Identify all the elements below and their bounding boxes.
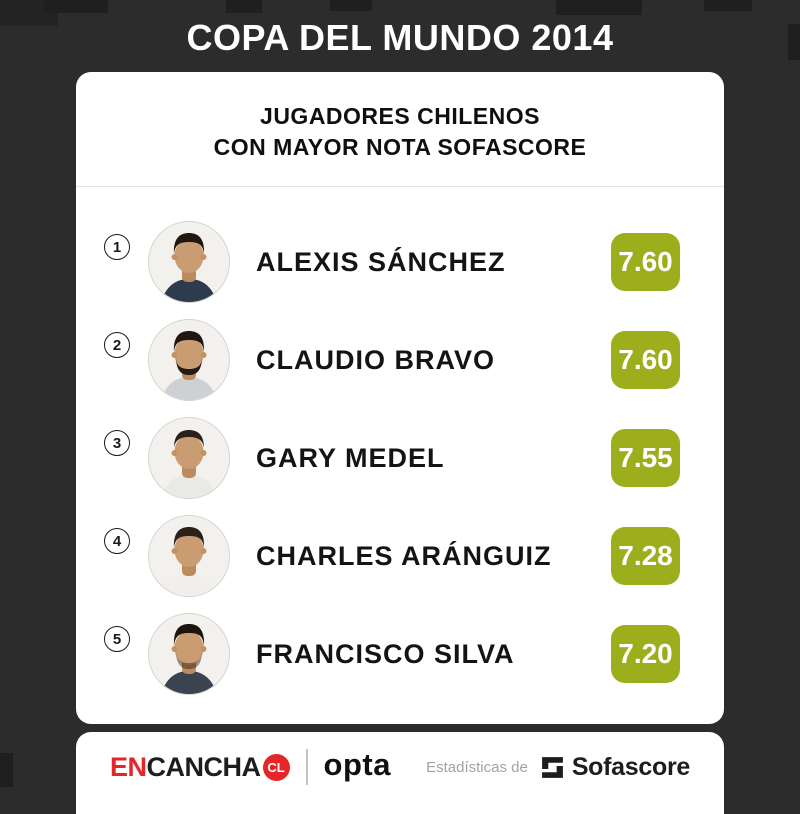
player-avatar [148,515,230,597]
player-list [76,187,724,703]
background-patch [226,0,262,13]
page-title: COPA DEL MUNDO 2014 [186,17,614,58]
background-patch [556,0,642,15]
player-row [76,605,724,703]
person-photo-icon [149,222,229,302]
player-name: GARY MEDEL [256,442,445,473]
ranking-card [76,72,724,724]
player-avatar [148,319,230,401]
rank-badge: 2 [104,332,130,358]
sofascore-logo-text: Sofascore [571,752,690,781]
background-patch [330,0,372,11]
background-patch [704,0,752,11]
divider [306,749,308,785]
player-row [76,213,724,311]
player-row [76,311,724,409]
rank-badge: 5 [104,626,130,652]
player-row [76,409,724,507]
rating-badge: 7.55 [611,429,680,487]
rating-badge: 7.60 [611,331,680,389]
player-avatar [148,417,230,499]
footer-attribution [426,753,690,782]
rank-badge: 4 [104,528,130,554]
person-photo-icon [149,516,229,596]
card-heading-line1: JUGADORES CHILENOS [260,103,540,129]
background-patch [44,0,108,13]
rating-badge: 7.28 [611,527,680,585]
person-photo-icon [149,418,229,498]
footer-bar [76,732,724,814]
card-heading-line2: CON MAYOR NOTA SOFASCORE [213,134,587,160]
player-name: CLAUDIO BRAVO [256,344,495,375]
card-heading [76,72,724,163]
rating-badge: 7.60 [611,233,680,291]
rating-badge: 7.20 [611,625,680,683]
encancha-logo-cancha: CANCHA [146,751,261,782]
person-photo-icon [149,614,229,694]
sofascore-logo-icon [540,755,565,780]
rank-badge: 3 [104,430,130,456]
player-row [76,507,724,605]
player-name: CHARLES ARÁNGUIZ [256,540,552,571]
encancha-logo-en: EN [110,751,147,782]
footer-logos [110,749,391,785]
player-name: ALEXIS SÁNCHEZ [256,246,506,277]
background-patch [0,753,13,787]
encancha-cl-badge: CL [263,754,290,781]
opta-logo: opta [323,747,391,782]
encancha-logo [110,752,290,783]
person-photo-icon [149,320,229,400]
player-avatar [148,221,230,303]
attribution-label: Estadísticas de [426,758,528,776]
player-avatar [148,613,230,695]
player-name: FRANCISCO SILVA [256,638,515,669]
rank-badge: 1 [104,234,130,260]
